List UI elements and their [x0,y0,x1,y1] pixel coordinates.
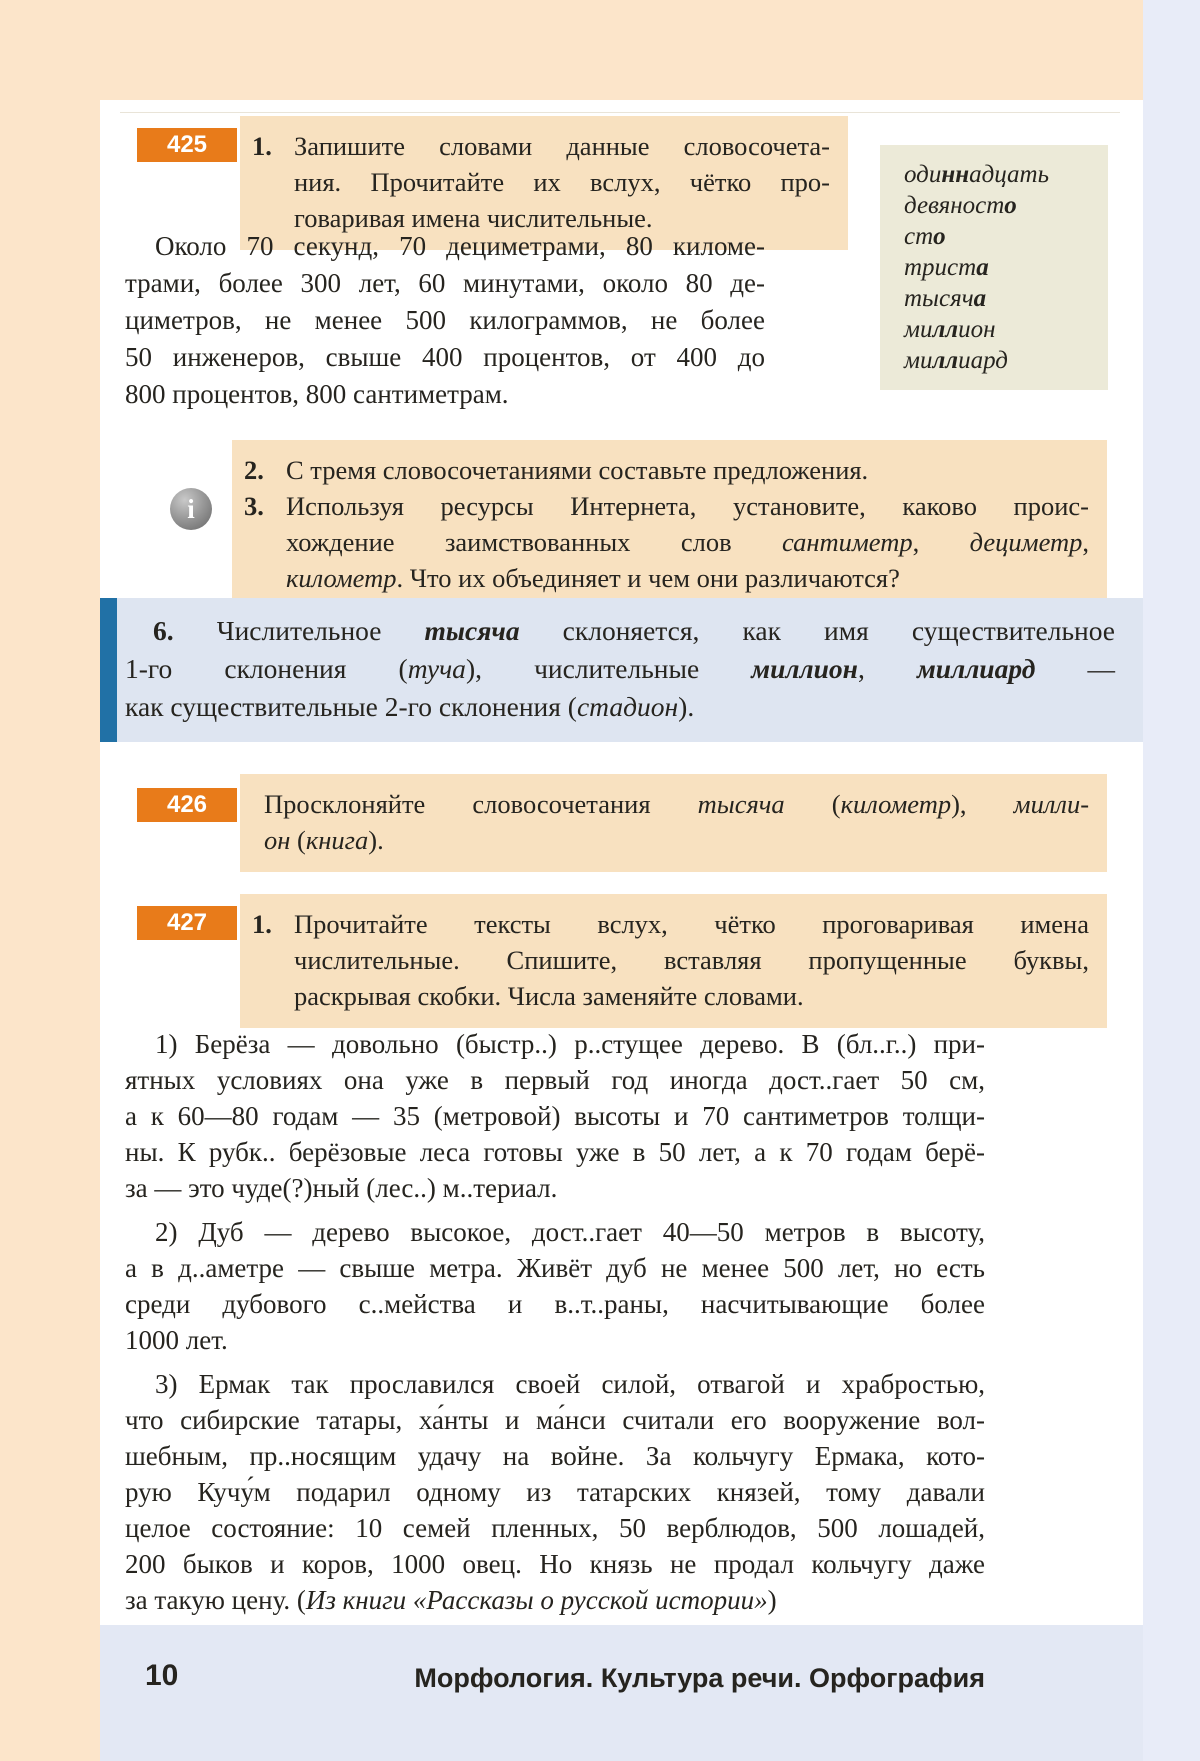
text-paragraph-2: 2) Дуб — дерево высокое, дост..гает 40—50 метров в высоту, а в д..аметре — свыше метра. Живёт дуб не менее 500 лет, но есть среди дубового с..мейства и в..т..раны, насчитывающие более 1000 лет. [125,1217,985,1355]
task-text: С тремя словосочетаниями составьте предложения. [286,455,869,485]
task-text: Просклоняйте словосочетания тысяча (километр), милли- он (книга). [264,789,1090,855]
task-number: 1. [252,909,272,939]
exercise-426-box [240,774,1107,872]
exercise-425-body-text: Около 70 секунд, 70 дециметрами, 80 киломе- трами, более 300 лет, 60 минутами, около 80 де- циметров, не менее 500 килограммов, не более 50 инженеров, свыше 400 процентов, от 400 до 800 процентов, 800 сантиметрам. [125,231,765,409]
task-number: 3. [244,491,264,521]
exercise-427-texts [125,1026,985,1626]
info-icon: i [170,488,212,530]
rule-text: 6. Числительное тысяча склоняется, как имя существительное 1-го склонения (туча), числительные миллион, миллиард — как существительные 2-го склонения (стадион). [125,615,1116,722]
page-footer [100,1625,1143,1761]
task-text: Прочитайте тексты вслух, чётко проговаривая имена числительные. Спишите, вставляя пропущенные буквы, раскрывая скобки. Числа заменяйте словами. [294,909,1089,1011]
text-paragraph-3: 3) Ермак так прославился своей силой, отвагой и храбростью, что сибирские татары, ха́нты и ма́нси считали его вооружение вол- шебным, пр..носящим удачу на войне. За кольчугу Ермака, кото- рую Кучу́м подарил одному из татарских князей, тому давали целое состояние: 10 семей пленных, 50 верблюдов, 500 лошадей, 200 быков и коров, 1000 овец. Но князь не продал кольчугу даже за такую цену. (Из книги «Рассказы о русской истории») [125,1369,985,1615]
grammar-rule-box [100,598,1143,742]
task-number: 1. [252,131,272,161]
top-rule [120,112,1120,113]
exercise-425-tasks-2-3-box [232,440,1107,610]
page-sheet [100,100,1143,1625]
task-3-row [244,488,1089,596]
vocabulary-box [880,145,1108,390]
task-text: Используя ресурсы Интернета, установите, каково проис- хождение заимствованных слов сантиметр, дециметр, километр. Что их объединяет и чем они различаются? [286,491,1089,593]
exercise-427-badge: 427 [137,906,237,940]
text-paragraph-1: 1) Берёза — довольно (быстр..) р..стущее дерево. В (бл..г..) при- ятных условиях она уже в первый год иногда дост..гает 50 см, а к 60—80 годам — 35 (метровой) высоты и 70 сантиметров толщи- ны. К рубк.. берёзовые леса готовы уже в 50 лет, а к 70 годам берё- за — это чуде(?)ный (лес..) м..териал. [125,1029,985,1203]
footer-section-title: Морфология. Культура речи. Орфография [414,1663,985,1693]
exercise-425-badge: 425 [137,128,237,162]
task-2-row [244,452,1089,488]
exercise-427-task-1-box [240,894,1107,1028]
page-number: 10 [145,1659,179,1692]
page-edge-strip [1143,0,1200,1761]
exercise-426-badge: 426 [137,788,237,822]
task-number: 2. [244,455,264,485]
vocabulary-words: одиннадцать девяносто сто триста тысяча миллион миллиард [904,161,1049,374]
task-text: Запишите словами данные словосочета- ния. Прочитайте их вслух, чётко про- говаривая имена числительные. [294,131,830,233]
